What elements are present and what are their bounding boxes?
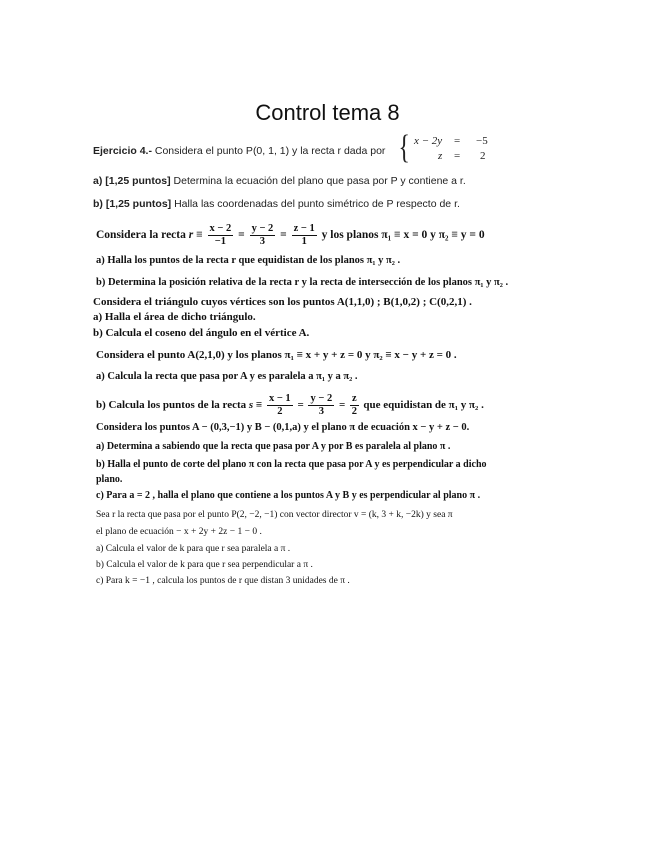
fraction-z xyxy=(292,223,317,248)
fraction-sx-num: x − 1 xyxy=(268,392,291,404)
exercise-8-part-a: a) Determina a sabiendo que la recta que pasa por A y por B es paralela al plano π . xyxy=(96,441,451,452)
exercise-9-statement-line1: Sea r la recta que pasa por el punto P(2, −2, −1) con vector director v = (k, 3 + k, −2k) y sea π xyxy=(96,510,453,520)
exercise-5-statement xyxy=(96,222,485,248)
part-b-text: Halla las coordenadas del punto simétrico de P respecto de r. xyxy=(174,198,460,210)
exercise-9-statement-line2: el plano de ecuación − x + 2y + 2z − 1 − 0 . xyxy=(96,527,262,537)
system-row2-rhs: 2 xyxy=(480,150,486,162)
exercise-7-b-pre: b) Calcula los puntos de la recta xyxy=(96,399,247,411)
fraction-sz-den: 2 xyxy=(351,405,357,417)
part-a-text: Determina la ecuación del plano que pasa por P y contiene a r. xyxy=(173,175,466,187)
fraction-sx-den: 2 xyxy=(277,405,283,417)
exercise-5-part-b: b) Determina la posición relativa de la recta r y la recta de intersección de los planos π₁ y π₂ . xyxy=(96,277,509,288)
exercise-5-mid: y los planos xyxy=(321,229,379,241)
exercise-5-planes: π₁ ≡ x = 0 y π₂ ≡ y = 0 xyxy=(381,229,485,241)
system-row1-rhs: −5 xyxy=(476,135,488,147)
fraction-x xyxy=(208,223,234,248)
exercise-5-part-a: a) Halla los puntos de la recta r que equidistan de los planos π₁ y π₂ . xyxy=(96,255,401,266)
system-row2-lhs: z xyxy=(438,150,443,162)
exercise-6-statement: Considera el triángulo cuyos vértices son los puntos A(1,1,0) ; B(1,0,2) ; C(0,2,1) . xyxy=(93,296,472,308)
fraction-y-den: 3 xyxy=(259,235,266,247)
equals-1: = xyxy=(238,229,245,241)
exercise-8-part-b-line2: plano. xyxy=(96,474,123,485)
exercise-9-part-a: a) Calcula el valor de k para que r sea paralela a π . xyxy=(96,544,291,554)
exercise-7-part-b xyxy=(96,392,484,418)
equals-2: = xyxy=(280,229,287,241)
system-row1-eq: = xyxy=(454,135,461,147)
exercise-6-part-b: b) Calcula el coseno del ángulo en el vértice A. xyxy=(93,327,310,339)
fraction-y xyxy=(250,223,276,248)
equals-s2: = xyxy=(338,399,346,411)
fraction-x-den: −1 xyxy=(214,235,226,247)
exercise-8-part-b-line1: b) Halla el punto de corte del plano π con la recta que pasa por A y es perpendicular a dicho xyxy=(96,459,487,470)
exercise-7-part-a: a) Calcula la recta que pasa por A y es paralela a π₁ y a π₂ . xyxy=(96,371,358,382)
equals-s1: = xyxy=(297,399,304,411)
fraction-sz-num: z xyxy=(351,392,357,404)
exercise-8-part-c: c) Para a = 2 , halla el plano que contiene a los puntos A y B y es perpendicular al plano π . xyxy=(96,490,481,501)
equation-system xyxy=(414,134,494,164)
fraction-y-num: y − 2 xyxy=(251,222,274,234)
system-row1-lhs: x − 2y xyxy=(414,135,443,147)
fraction-z-num: z − 1 xyxy=(293,222,315,234)
line-s-symbol: s ≡ xyxy=(248,399,263,411)
fraction-sy-den: 3 xyxy=(318,405,324,417)
exercise-4-part-b xyxy=(93,197,460,211)
part-a-label: a) [1,25 puntos] xyxy=(93,175,171,187)
exercise-9-part-b: b) Calcula el valor de k para que r sea perpendicular a π . xyxy=(96,560,313,570)
exercise-8-statement: Considera los puntos A − (0,3,−1) y B − (0,1,a) y el plano π de ecuación x − y + z − 0. xyxy=(96,422,470,433)
exercise-6-part-a: a) Halla el área de dicho triángulo. xyxy=(93,311,256,323)
exercise-4-label: Ejercicio 4.- xyxy=(93,145,152,157)
fraction-sx xyxy=(267,393,293,418)
system-row2-eq: = xyxy=(454,150,461,162)
page-title: Control tema 8 xyxy=(255,100,400,125)
exercise-7-statement: Considera el punto A(2,1,0) y los planos π₁ ≡ x + y + z = 0 y π₂ ≡ x − y + z = 0 . xyxy=(96,349,457,361)
exercise-4-intro-text: Considera el punto P(0, 1, 1) y la recta r dada por xyxy=(154,145,386,157)
fraction-x-num: x − 2 xyxy=(209,222,232,234)
fraction-z-den: 1 xyxy=(301,235,307,247)
fraction-sy-num: y − 2 xyxy=(310,392,333,404)
fraction-sz xyxy=(350,393,359,418)
exercise-7-b-post: que equidistan de π₁ y π₂ . xyxy=(363,399,484,411)
fraction-sy xyxy=(308,393,334,418)
system-brace-icon: { xyxy=(398,129,410,166)
exercise-5-pre: Considera la recta xyxy=(96,229,186,241)
exercise-4-part-a xyxy=(93,174,466,188)
exercise-9-part-c: c) Para k = −1 , calcula los puntos de r que distan 3 unidades de π . xyxy=(96,576,350,586)
part-b-label: b) [1,25 puntos] xyxy=(93,198,172,210)
line-r-symbol: r ≡ xyxy=(188,229,203,241)
exercise-4-intro xyxy=(93,144,385,158)
